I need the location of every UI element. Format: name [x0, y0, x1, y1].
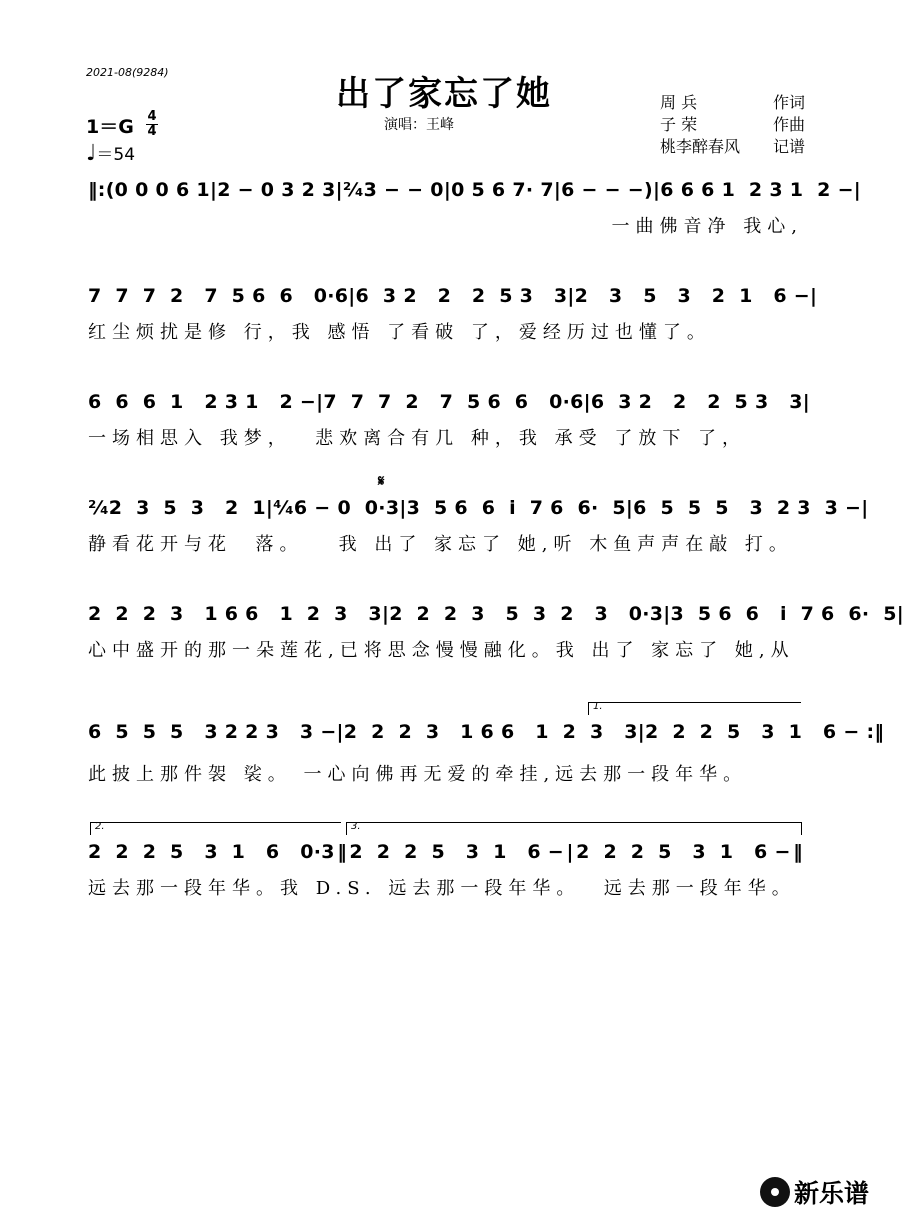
barline: |: [265, 497, 274, 519]
barline: |: [566, 841, 574, 863]
barline: |: [443, 179, 452, 201]
measure-notes: 2 3 5 3 2 1 6 −: [574, 285, 810, 307]
barline: |: [810, 285, 818, 307]
barline: |: [348, 285, 356, 307]
notation-row-2: [88, 284, 818, 308]
composer-credit: [660, 112, 805, 135]
score-code: 2021-08(9284): [86, 66, 169, 79]
barline: ‖: [793, 841, 803, 863]
transcriber-credit: [660, 134, 805, 157]
measure-notes: 2 2 2 5 3 1 6 0·3: [88, 841, 335, 863]
measure-notes: ⁴⁄₄6 − 0 0·3: [273, 497, 400, 519]
barline: |: [583, 391, 591, 413]
measure-notes: 2 2 2 5 3 1 6 − :‖: [644, 721, 885, 743]
measure-notes: 6 6 6 1 2 3 1 2 −: [660, 179, 854, 201]
credit-name: 桃李醉春风: [660, 137, 741, 156]
barline: |: [553, 179, 562, 201]
measure-notes: ²⁄₄3 − − 0: [342, 179, 444, 201]
barline: |: [399, 497, 407, 519]
tempo-marking: [86, 140, 135, 166]
measure-notes: 2 2 2 5 3 1 6 −: [349, 841, 565, 863]
barline: |: [663, 603, 671, 625]
notation-row-1: [88, 178, 862, 202]
measure-notes: 2 − 0 3 2 3: [217, 179, 336, 201]
credit-role: 记谱: [772, 137, 805, 156]
measure-notes: 7 7 7 2 7 5 6 6 0·6: [88, 285, 349, 307]
barline: |: [853, 179, 862, 201]
credit-role: 作词: [772, 93, 805, 112]
volta-2: [90, 822, 341, 835]
key-signature: 1＝G: [86, 116, 134, 138]
volta-label: 2.: [95, 821, 105, 832]
measure-notes: 6 5 5 5 3 2 2 3 3 −: [88, 721, 337, 743]
measure-notes: 2 2 2 3 1 6 6 1 2 3 3: [343, 721, 638, 743]
barline: |: [335, 179, 343, 201]
volta-3: [346, 822, 802, 835]
measure-notes: 6 5 5 5 3 2 3 3 −: [633, 497, 862, 519]
meter-bottom: 4: [147, 124, 157, 139]
notation-row-4: [88, 496, 869, 520]
measure-notes: 7 7 7 2 7 5 6 6 0·6: [323, 391, 584, 413]
measure-notes: 3 5 6 6 i 7 6 6· 5: [670, 603, 897, 625]
barline: |: [625, 497, 634, 519]
notation-row-5: [88, 602, 904, 626]
barline: |: [896, 603, 904, 625]
measure-notes: 3 5 6 6 i 7 6 6· 5: [406, 497, 626, 519]
song-title: 出了家忘了她: [336, 74, 552, 114]
measure-notes: 6 − − −): [561, 179, 654, 201]
singer-credit: 演唱：王峰: [384, 117, 454, 133]
volta-1: [588, 702, 801, 715]
barline: |: [653, 179, 661, 201]
barline: |: [316, 391, 324, 413]
segno-icon: 𝄋: [378, 472, 385, 490]
credit-name: 周 兵: [660, 93, 698, 112]
meter-top: 4: [147, 109, 157, 124]
measure-notes: 2 2 2 3 5 3 2 3 0·3: [389, 603, 664, 625]
lyrics-row-7: 远去那一段年华。我 D.S. 远去那一段年华。 远去那一段年华。: [88, 878, 796, 899]
lyrics-row-3: 一场相思入 我梦， 悲欢离合有几 种，我 承受 了放下 了，: [88, 428, 747, 449]
time-signature: [146, 111, 158, 138]
barline: |: [637, 721, 645, 743]
measure-notes: 2 2 2 3 1 6 6 1 2 3 3: [88, 603, 382, 625]
record-disc-icon: [760, 1177, 790, 1207]
lyricist-credit: [660, 90, 805, 113]
credit-name: 子 荣: [660, 115, 698, 134]
brand-name: 新乐谱: [794, 1179, 870, 1208]
lyrics-row-5: 心中盛开的那一朵莲花,已将思念慢慢融化。我 出了 家忘了 她,从: [88, 640, 795, 661]
notation-row-3: [88, 390, 811, 414]
measure-notes: ²⁄₄2 3 5 3 2 1: [88, 497, 266, 519]
lyrics-row-1: 一曲佛音净 我心,: [611, 216, 803, 237]
barline: |: [336, 721, 344, 743]
lyrics-row-4: 静看花开与花 落。 我 出了 家忘了 她,听 木鱼声声在敲 打。: [88, 534, 793, 555]
volta-label: 1.: [593, 701, 603, 712]
measure-notes: 0 5 6 7· 7: [451, 179, 554, 201]
brand-logo: [760, 1174, 869, 1210]
measure-notes: 6 3 2 2 2 5 3 3: [590, 391, 803, 413]
measure-notes: 6 6 6 1 2 3 1 2 −: [88, 391, 317, 413]
lyrics-row-2: 红尘烦扰是修 行，我 感悟 了看破 了，爱经历过也懂了。: [88, 322, 711, 343]
barline: |: [567, 285, 575, 307]
barline: |: [381, 603, 390, 625]
quarter-note-icon: ♩: [86, 141, 97, 166]
barline: ‖: [337, 841, 347, 863]
tempo-value: ＝54: [96, 145, 136, 165]
measure-notes: 6 3 2 2 2 5 3 3: [355, 285, 568, 307]
measure-notes: ‖:(0 0 0 6 1: [88, 179, 210, 201]
notation-row-7: [88, 840, 803, 864]
credit-role: 作曲: [772, 115, 805, 134]
volta-label: 3.: [351, 821, 361, 832]
notation-row-6: [88, 720, 885, 744]
barline: |: [861, 497, 869, 519]
barline: |: [802, 391, 811, 413]
lyrics-row-6: 此披上那件袈 裟。 一心向佛再无爱的牵挂,远去那一段年华。: [88, 764, 748, 785]
barline: |: [209, 179, 218, 201]
measure-notes: 2 2 2 5 3 1 6 −: [576, 841, 791, 863]
